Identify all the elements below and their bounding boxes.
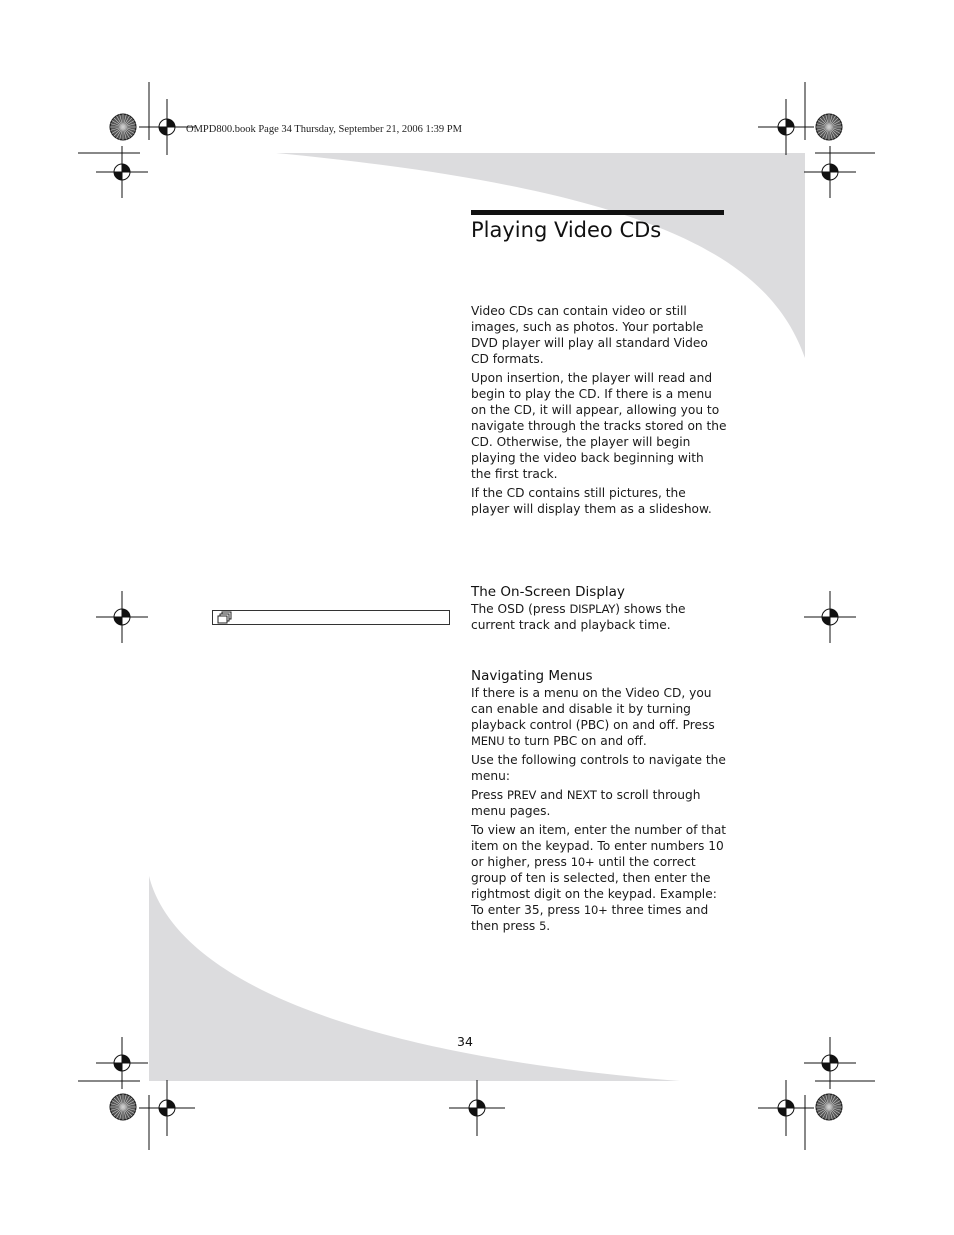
- crosshair-quadrant: [830, 1055, 838, 1063]
- crosshair-quadrant: [114, 617, 122, 625]
- nav-p3-text-c: to scroll through menu pages.: [471, 788, 701, 818]
- nav-heading: Navigating Menus: [471, 668, 593, 684]
- nav-p4-text-a: To view an item, enter the number of that item on the keypad. To enter numbers 10 or higher, press: [471, 823, 727, 869]
- intro-paragraph-3: If the CD contains still pictures, the player will display them as a slideshow.: [471, 486, 712, 516]
- crosshair-quadrant: [167, 119, 175, 127]
- nav-p4-text-b: until the correct group of ten is selected, then enter the rightmost digit on the keypad. Example: To enter 35, press: [471, 855, 717, 917]
- nav-p1-text-a: If there is a menu on the Video CD, you can enable and disable it by turning playback control (PBC) on and off. Press: [471, 686, 715, 732]
- menu-key: MENU: [471, 734, 505, 748]
- nav-paragraph-3: [471, 787, 727, 819]
- crosshair-quadrant: [822, 617, 830, 625]
- crosshair-quadrant: [786, 1100, 794, 1108]
- nav-p4-text-d: .: [546, 919, 551, 933]
- crosshair-quadrant: [167, 1100, 175, 1108]
- page-number: 34: [457, 1034, 473, 1049]
- ten-plus-key-1: 10+: [570, 855, 595, 869]
- crosshair-quadrant: [114, 172, 122, 180]
- crosshair-quadrant: [122, 164, 130, 172]
- print-header-line: OMPD800.book Page 34 Thursday, September 21, 2006 1:39 PM: [186, 124, 462, 135]
- nav-p3-text-b: and: [536, 788, 567, 802]
- crosshair-quadrant: [159, 1108, 167, 1116]
- crosshair-quadrant: [830, 609, 838, 617]
- osd-section: [471, 584, 727, 636]
- osd-windows-icon: [217, 611, 233, 624]
- nav-paragraph-2: Use the following controls to navigate the menu:: [471, 753, 726, 783]
- crosshair-quadrant: [477, 1100, 485, 1108]
- nav-paragraph-4: [471, 822, 727, 934]
- osd-text-b: ) shows the current track and playback time.: [471, 602, 686, 632]
- osd-paragraph: [471, 601, 727, 633]
- crosshair-quadrant: [822, 1063, 830, 1071]
- osd-text-a: The OSD (press: [471, 602, 570, 616]
- title-rule: [471, 210, 724, 215]
- five-key: 5: [539, 919, 547, 933]
- nav-p3-text-a: Press: [471, 788, 507, 802]
- crosshair-quadrant: [778, 1108, 786, 1116]
- crosshair-quadrant: [122, 1055, 130, 1063]
- osd-heading: The On-Screen Display: [471, 584, 625, 600]
- ten-plus-key-2: 10+: [583, 903, 608, 917]
- nav-p4-text-c: three times and then press: [471, 903, 709, 933]
- prev-key: PREV: [506, 788, 537, 802]
- crosshair-quadrant: [778, 127, 786, 135]
- crosshair-quadrant: [822, 172, 830, 180]
- nav-paragraph-1: [471, 685, 727, 749]
- crosshair-quadrant: [786, 119, 794, 127]
- page-title: Playing Video CDs: [471, 218, 662, 242]
- crosshair-quadrant: [830, 164, 838, 172]
- crosshair-quadrant: [114, 1063, 122, 1071]
- nav-p1-text-b: to turn PBC on and off.: [504, 734, 647, 748]
- display-key: DISPLAY: [569, 602, 616, 616]
- next-key: NEXT: [566, 788, 597, 802]
- osd-sidebar-box: [212, 610, 450, 625]
- crosshair-quadrant: [159, 127, 167, 135]
- nav-section: [471, 668, 727, 937]
- intro-paragraph-1: Video CDs can contain video or still images, such as photos. Your portable DVD player will play all standard Video CD formats.: [471, 304, 708, 366]
- crosshair-quadrant: [469, 1108, 477, 1116]
- intro-paragraph-2: Upon insertion, the player will read and begin to play the CD. If there is a menu on the CD, it will appear, allowing you to navigate through the tracks stored on the CD. Otherwise, the player will begin playing the video back beginning with the first track.: [471, 371, 727, 481]
- intro-section: [471, 303, 727, 520]
- crosshair-quadrant: [122, 609, 130, 617]
